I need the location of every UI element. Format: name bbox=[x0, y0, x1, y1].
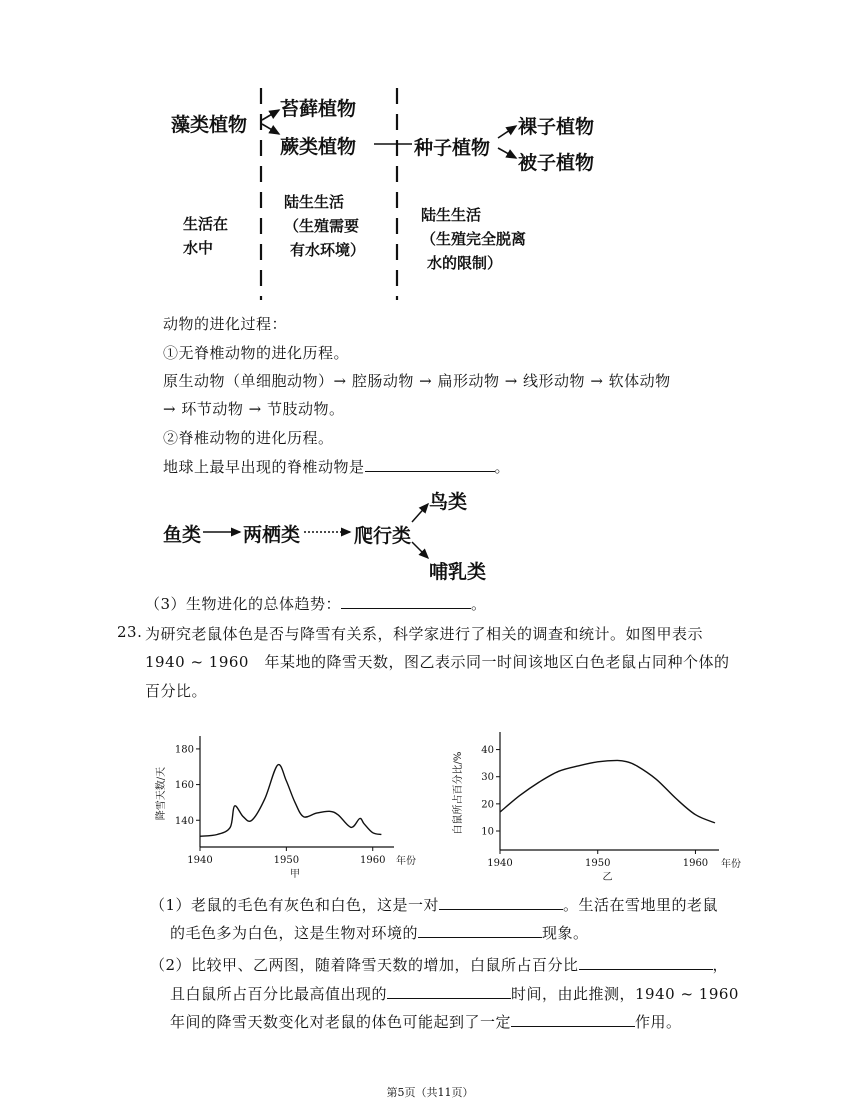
angiosperm-label: 被子植物 bbox=[518, 152, 595, 174]
white-mouse-percent-chart bbox=[445, 712, 765, 884]
chart-title: 甲 bbox=[290, 869, 300, 880]
series-line bbox=[200, 765, 381, 837]
vertebrate-arrows bbox=[0, 470, 860, 580]
answer-blank[interactable] bbox=[418, 923, 542, 938]
question-23-sub2b: 且白鼠所占百分比最高值出现的 时间，由此推测，1940 ~ 1960 bbox=[170, 985, 739, 1003]
x-axis-label: 年份 bbox=[721, 859, 741, 870]
question-23-line2: 1940 ~ 1960 年某地的降雪天数，图乙表示同一时间该地区白色老鼠占同种个体的 bbox=[145, 653, 730, 671]
y-tick-label: 40 bbox=[481, 745, 494, 757]
moss-label: 苔藓植物 bbox=[280, 98, 357, 120]
animal-heading: 动物的进化过程： bbox=[163, 315, 288, 333]
x-tick-label: 1940 bbox=[187, 855, 213, 866]
x-tick-label: 1950 bbox=[273, 855, 300, 866]
question-23-sub1b: 的毛色多为白色，这是生物对环境的 现象。 bbox=[170, 924, 589, 942]
fern-label: 蕨类植物 bbox=[280, 136, 357, 158]
invertebrate-title: ①无脊椎动物的进化历程。 bbox=[163, 344, 350, 362]
amphibian-label: 两栖类 bbox=[243, 524, 301, 546]
seed-plant-label: 种子植物 bbox=[414, 137, 491, 159]
invertebrate-line1: 原生动物（单细胞动物）→ 腔肠动物 → 扁形动物 → 线形动物 → 软体动物 bbox=[163, 372, 671, 390]
question-23-number: 23. bbox=[117, 623, 143, 641]
y-tick-label: 10 bbox=[481, 826, 494, 838]
answer-blank[interactable] bbox=[439, 895, 563, 910]
mammal-label: 哺乳类 bbox=[429, 561, 487, 583]
fish-label: 鱼类 bbox=[163, 524, 202, 546]
question-23-sub1a: （1）老鼠的毛色有灰色和白色，这是一对 。生活在雪地里的老鼠 bbox=[150, 896, 719, 914]
gymnosperm-label: 裸子植物 bbox=[518, 116, 595, 138]
y-tick-label: 140 bbox=[174, 815, 194, 827]
y-tick-label: 160 bbox=[174, 780, 194, 792]
x-axis-label: 年份 bbox=[396, 856, 416, 867]
x-tick-label: 1940 bbox=[487, 858, 513, 869]
question-23-line3: 百分比。 bbox=[145, 682, 208, 700]
question-23-sub2a: （2）比较甲、乙两图，随着降雪天数的增加，白鼠所占百分比 ， bbox=[150, 956, 729, 974]
vertebrate-title: ②脊椎动物的进化历程。 bbox=[163, 429, 334, 447]
page-footer: 第5页（共11页） bbox=[386, 1086, 474, 1099]
note-water: 生活在 水中 bbox=[183, 215, 229, 257]
invertebrate-line2: → 环节动物 → 节肢动物。 bbox=[163, 400, 345, 418]
x-tick-label: 1960 bbox=[360, 855, 386, 866]
y-tick-label: 30 bbox=[481, 772, 494, 784]
answer-blank[interactable] bbox=[341, 594, 471, 609]
series-line bbox=[500, 760, 715, 823]
y-axis-label: 降雪天数/天 bbox=[156, 766, 167, 821]
reptile-label: 爬行类 bbox=[354, 525, 412, 547]
question-23-line1: 为研究老鼠体色是否与降雪有关系，科学家进行了相关的调查和统计。如图甲表示 bbox=[145, 625, 704, 643]
algae-label: 藻类植物 bbox=[171, 114, 248, 136]
x-tick-label: 1960 bbox=[682, 858, 709, 869]
answer-blank[interactable] bbox=[511, 1012, 635, 1027]
answer-blank[interactable] bbox=[387, 984, 511, 999]
vertebrate-question: 地球上最早出现的脊椎动物是 。 bbox=[163, 458, 511, 476]
answer-blank[interactable] bbox=[579, 955, 713, 970]
note-land-water: 陆生生活 （生殖需要 有水环境） bbox=[284, 193, 366, 259]
question-3: （3）生物进化的总体趋势： 。 bbox=[145, 595, 487, 613]
question-23-sub2c: 年间的降雪天数变化对老鼠的体色可能起到了一定 作用。 bbox=[170, 1013, 682, 1031]
bird-label: 鸟类 bbox=[429, 491, 468, 513]
note-land-free: 陆生生活 （生殖完全脱离 水的限制） bbox=[421, 206, 527, 272]
y-tick-label: 180 bbox=[174, 744, 194, 756]
snow-days-chart bbox=[150, 722, 420, 884]
y-axis-label: 白鼠所占百分比/% bbox=[453, 751, 464, 835]
x-tick-label: 1950 bbox=[585, 858, 611, 869]
y-tick-label: 20 bbox=[481, 799, 494, 811]
chart-title: 乙 bbox=[602, 872, 613, 883]
